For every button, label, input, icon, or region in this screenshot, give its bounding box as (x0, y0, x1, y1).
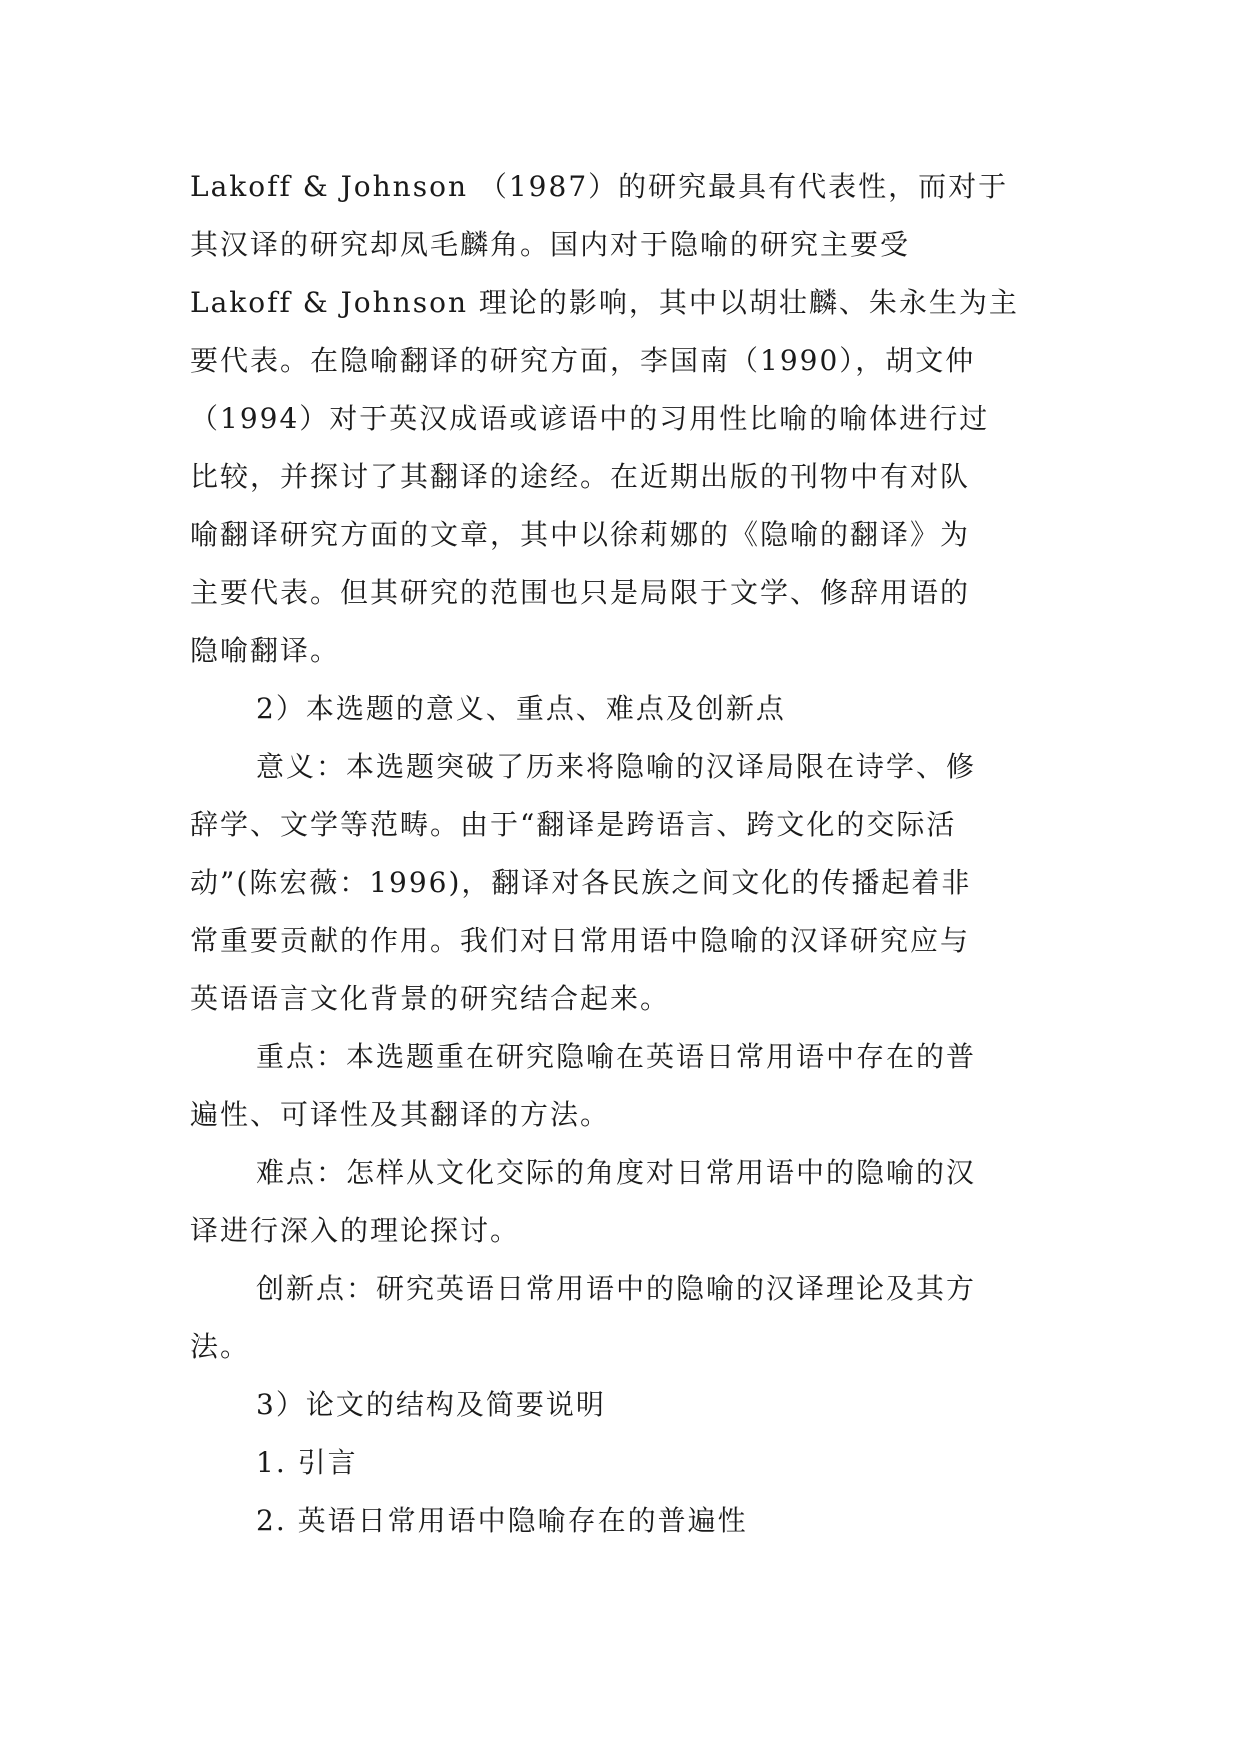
paragraph-first-line: 意义：本选题突破了历来将隐喻的汉译局限在诗学、修 (256, 750, 977, 783)
text-line: 其汉译的研究却凤毛麟角。国内对于隐喻的研究主要受 (190, 228, 911, 261)
text-line: Lakoff & Johnson 理论的影响，其中以胡壮麟、朱永生为主 (190, 286, 1019, 319)
text-line: 比较，并探讨了其翻译的途经。在近期出版的刊物中有对队 (190, 460, 971, 493)
outline-item: 1. 引言 (256, 1446, 358, 1479)
text-line: 要代表。在隐喻翻译的研究方面，李国南（1990），胡文仲 (190, 344, 976, 377)
outline-item: 2. 英语日常用语中隐喻存在的普遍性 (256, 1504, 748, 1537)
text-line: 常重要贡献的作用。我们对日常用语中隐喻的汉译研究应与 (190, 924, 971, 957)
section-heading: 3）论文的结构及简要说明 (256, 1388, 606, 1421)
text-line: 遍性、可译性及其翻译的方法。 (190, 1098, 611, 1131)
text-line: 喻翻译研究方面的文章，其中以徐莉娜的《隐喻的翻译》为 (190, 518, 971, 551)
text-line: 法。 (190, 1330, 251, 1363)
text-line: 译进行深入的理论探讨。 (190, 1214, 521, 1247)
text-line: 辞学、文学等范畴。由于“翻译是跨语言、跨文化的交际活 (190, 808, 957, 841)
text-line: （1994）对于英汉成语或谚语中的习用性比喻的喻体进行过 (190, 402, 990, 435)
text-line: 动”(陈宏薇：1996)，翻译对各民族之间文化的传播起着非 (190, 866, 972, 899)
text-line: 隐喻翻译。 (190, 634, 341, 667)
document-body (190, 158, 1054, 1550)
paragraph-first-line: 难点：怎样从文化交际的角度对日常用语中的隐喻的汉 (256, 1156, 977, 1189)
text-line: Lakoff & Johnson （1987）的研究最具有代表性，而对于 (190, 170, 1009, 203)
section-heading: 2）本选题的意义、重点、难点及创新点 (256, 692, 786, 725)
paragraph-first-line: 创新点：研究英语日常用语中的隐喻的汉译理论及其方 (256, 1272, 977, 1305)
paragraph-first-line: 重点：本选题重在研究隐喻在英语日常用语中存在的普 (256, 1040, 977, 1073)
text-line: 主要代表。但其研究的范围也只是局限于文学、修辞用语的 (190, 576, 971, 609)
text-line: 英语语言文化背景的研究结合起来。 (190, 982, 671, 1015)
